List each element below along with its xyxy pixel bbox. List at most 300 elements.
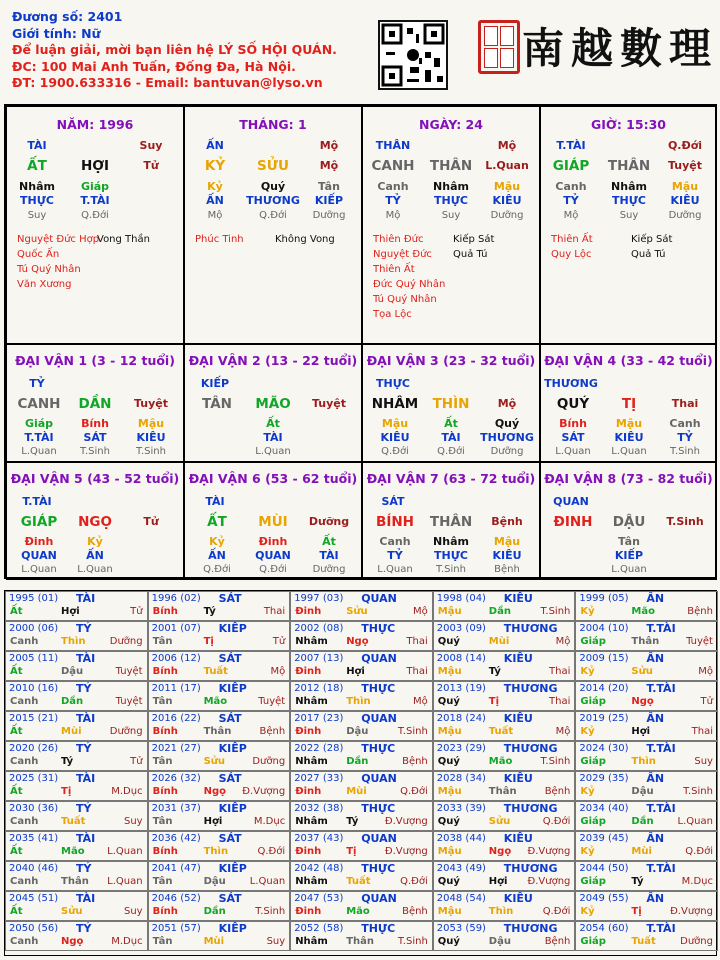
star: Tú Quý Nhân	[17, 264, 81, 275]
hidden-god: THỰC	[434, 549, 468, 562]
year-cycle: M.Dục	[253, 816, 286, 827]
hidden-cycle: T.Sinh	[136, 446, 166, 457]
year-cycle: M.Dục	[111, 786, 143, 797]
year-cycle: Dưỡng	[252, 756, 286, 767]
star: Vong Thần	[97, 234, 150, 245]
hidden-cycle: Dưỡng	[490, 446, 524, 457]
hidden-stem: Ất	[322, 535, 336, 548]
year-cell	[575, 621, 718, 651]
year-cell	[433, 831, 576, 861]
year-cell	[575, 741, 718, 771]
hidden-god: KIÊU	[670, 194, 700, 207]
year-cycle: T.Sinh	[397, 726, 428, 737]
year-cell	[5, 681, 148, 711]
year-label: 2017 (23)	[294, 713, 344, 724]
year-cell	[148, 711, 291, 741]
year-label: 2015 (21)	[9, 713, 59, 724]
year-label: 2048 (54)	[436, 893, 486, 904]
hidden-stem: Mậu	[615, 417, 643, 430]
year-cycle: Tử	[130, 606, 143, 617]
year-god: KIÊU	[503, 652, 533, 665]
dai-van-cycle: Bệnh	[491, 515, 523, 528]
year-cell	[433, 771, 576, 801]
year-cycle: Bệnh	[544, 786, 571, 797]
year-god: KIẾP	[218, 742, 247, 755]
dai-van-god: KIẾP	[200, 377, 230, 390]
year-branch: Sửu	[346, 606, 368, 617]
year-god: KIÊU	[503, 592, 533, 605]
dai-van-title: ĐẠI VẬN 5 (43 - 52 tuổi)	[10, 471, 180, 486]
year-branch: Tuất	[203, 666, 228, 677]
pillar-0	[6, 106, 184, 344]
hidden-stem: Nhâm	[19, 180, 55, 193]
year-stem: Ất	[10, 846, 23, 857]
year-god: TÀI	[76, 712, 96, 725]
year-label: 2020 (26)	[9, 743, 59, 754]
hidden-god: ẤN	[86, 549, 104, 562]
year-stem: Đinh	[295, 726, 322, 737]
year-cycle: Mộ	[270, 666, 286, 677]
year-label: 2037 (43)	[294, 833, 344, 844]
year-stem: Tân	[152, 696, 173, 707]
year-god: TÀI	[76, 832, 96, 845]
year-god: THƯƠNG	[503, 862, 558, 875]
dai-van-cycle: Tử	[143, 515, 159, 528]
dai-van-god: THỰC	[376, 377, 410, 390]
pillar-title: NĂM: 1996	[56, 117, 134, 132]
dai-van-branch: MÃO	[255, 396, 291, 412]
star: Văn Xương	[17, 279, 72, 290]
year-god: SÁT	[218, 832, 242, 845]
year-cell	[433, 861, 576, 891]
hidden-stem: Đinh	[24, 535, 54, 548]
pillar-title: THÁNG: 1	[239, 117, 307, 132]
dai-van-cycle: Tuyệt	[133, 397, 168, 410]
dai-van-4	[540, 344, 717, 462]
contact-line-1: Để luận giải, mời bạn liên hệ LÝ SỐ HỘI QUÁN.	[12, 42, 337, 57]
hidden-cycle: Q.Đới	[203, 564, 231, 575]
year-label: 2046 (52)	[151, 893, 201, 904]
year-god: T.TÀI	[646, 742, 676, 755]
year-stem: Nhâm	[295, 936, 328, 947]
year-cell	[433, 741, 576, 771]
hidden-cycle: Mộ	[385, 210, 401, 221]
year-stem: Đinh	[295, 786, 322, 797]
year-stem: Mậu	[437, 906, 462, 917]
year-stem: Quý	[437, 756, 460, 767]
year-branch: Thìn	[61, 636, 86, 647]
chart-grid	[4, 104, 717, 579]
year-god: ẤN	[646, 712, 665, 725]
year-cycle: Đ.Vượng	[527, 876, 571, 887]
year-cycle: Mộ	[555, 636, 571, 647]
year-cell	[433, 591, 576, 621]
year-cycle: L.Quan	[249, 876, 286, 887]
year-cycle: Mộ	[698, 666, 713, 677]
hidden-cycle: L.Quan	[21, 564, 57, 575]
year-god: ẤN	[646, 652, 665, 665]
year-god: SÁT	[218, 712, 242, 725]
hidden-cycle: Dưỡng	[312, 564, 346, 575]
star: Quả Tú	[631, 249, 666, 260]
hidden-stem: Mậu	[493, 535, 521, 548]
year-label: 1997 (03)	[294, 593, 344, 604]
year-label: 2012 (18)	[294, 683, 344, 694]
year-cycle: Thai	[549, 696, 571, 707]
year-branch: Hợi	[488, 876, 508, 887]
year-god: TỶ	[76, 862, 92, 875]
year-cell	[148, 861, 291, 891]
year-stem: Ất	[10, 906, 23, 917]
dai-van-god: TÀI	[205, 495, 225, 508]
hidden-stem: Quý	[260, 180, 286, 193]
year-label: 1996 (02)	[151, 593, 201, 604]
year-label: 1998 (04)	[436, 593, 486, 604]
year-cell	[5, 651, 148, 681]
year-cycle: Suy	[123, 816, 143, 827]
year-cycle: T.Sinh	[540, 756, 571, 767]
year-cycle: Q.Đới	[400, 876, 428, 887]
year-cycle: Đ.Vượng	[242, 786, 286, 797]
pillar-branch: SỬU	[257, 158, 289, 174]
year-cell	[575, 891, 718, 921]
year-stem: Quý	[437, 936, 460, 947]
year-stem: Kỷ	[580, 606, 595, 617]
year-god: KIÊU	[503, 772, 533, 785]
year-stem: Mậu	[437, 606, 462, 617]
year-label: 1999 (05)	[579, 593, 629, 604]
year-label: 2041 (47)	[151, 863, 201, 874]
hidden-cycle: T.Sinh	[436, 564, 466, 575]
year-stem: Quý	[437, 816, 460, 827]
year-stem: Mậu	[437, 786, 462, 797]
hidden-god: THỰC	[612, 194, 646, 207]
year-branch: Thìn	[488, 906, 514, 917]
star: Kiếp Sát	[453, 234, 495, 245]
star: Thiên Ất	[551, 234, 593, 245]
dai-van-cycle: Mộ	[497, 397, 517, 410]
year-cell	[290, 921, 433, 951]
year-label: 2052 (58)	[294, 923, 344, 934]
hidden-cycle: L.Quan	[555, 446, 591, 457]
year-label: 2022 (28)	[294, 743, 344, 754]
year-stem: Tân	[152, 816, 173, 827]
dai-van-cycle: Dưỡng	[308, 515, 350, 528]
year-cycle: L.Quan	[107, 846, 143, 857]
year-stem: Nhâm	[295, 876, 328, 887]
pillar-cycle: Tuyệt	[667, 159, 702, 172]
year-branch: Mão	[346, 906, 370, 917]
dai-van-7	[362, 462, 540, 580]
year-cycle: T.Sinh	[255, 906, 286, 917]
pillar-1	[184, 106, 362, 344]
year-branch: Sửu	[61, 906, 83, 917]
year-cell	[148, 801, 291, 831]
year-god: THỰC	[361, 622, 396, 635]
hidden-stem: Canh	[669, 417, 701, 430]
year-stem: Đinh	[295, 606, 322, 617]
pillar-cycle: Tử	[143, 159, 159, 172]
year-god: THỰC	[361, 922, 396, 935]
year-god: T.TÀI	[646, 682, 676, 695]
dai-van-2	[184, 344, 362, 462]
year-label: 2024 (30)	[579, 743, 629, 754]
year-stem: Quý	[437, 876, 460, 887]
pillar-god-cycle: Suy	[139, 139, 163, 152]
hidden-cycle: Bệnh	[494, 564, 520, 575]
star: Phúc Tinh	[195, 234, 244, 245]
dai-van-cycle: Thai	[671, 397, 699, 410]
year-cell	[5, 771, 148, 801]
year-cycle: M.Dục	[681, 876, 713, 887]
year-stem: Quý	[437, 696, 460, 707]
year-cycle: Q.Đới	[542, 816, 571, 827]
year-label: 2040 (46)	[9, 863, 59, 874]
year-branch: Tị	[488, 696, 500, 707]
hidden-stem: Tân	[318, 180, 340, 193]
year-branch: Thìn	[631, 756, 656, 767]
stars-bad	[97, 232, 150, 247]
year-god: SÁT	[218, 892, 242, 905]
year-stem: Bính	[152, 906, 178, 917]
year-cell	[5, 621, 148, 651]
year-god: TỶ	[76, 802, 92, 815]
year-cycle: Bệnh	[259, 726, 286, 737]
year-branch: Thân	[203, 726, 232, 737]
hidden-cycle: L.Quan	[21, 446, 57, 457]
star: Nguyệt Đức Hợp	[17, 234, 100, 245]
year-branch: Sửu	[488, 816, 511, 827]
hidden-stem: Mậu	[671, 180, 699, 193]
year-label: 2005 (11)	[9, 653, 59, 664]
year-god: T.TÀI	[646, 862, 676, 875]
year-cycle: Dưỡng	[109, 726, 143, 737]
year-branch: Dần	[61, 696, 84, 707]
year-cell	[5, 861, 148, 891]
hidden-god: ẤN	[206, 194, 224, 207]
year-cell	[290, 801, 433, 831]
hidden-stem: Ất	[444, 417, 458, 430]
dai-van-stem: GIÁP	[20, 514, 58, 530]
year-stem: Giáp	[580, 876, 606, 887]
pillar-stem: KỶ	[204, 158, 226, 174]
hidden-cycle: Dưỡng	[490, 210, 524, 221]
pillar-stem: ẤT	[27, 158, 47, 174]
year-cycle: Bệnh	[544, 936, 571, 947]
year-branch: Mùi	[488, 636, 510, 647]
year-god: THƯƠNG	[503, 682, 558, 695]
hidden-cycle: Q.Đới	[259, 564, 287, 575]
year-branch: Ngọ	[488, 846, 512, 857]
hidden-cycle: L.Quan	[77, 564, 113, 575]
hidden-cycle: T.Sinh	[80, 446, 110, 457]
contact-line-3: ĐT: 1900.633316 - Email: bantuvan@lyso.vn	[12, 75, 323, 90]
year-cell	[290, 591, 433, 621]
year-god: KIẾP	[218, 862, 247, 875]
year-cycle: Đ.Vượng	[384, 816, 428, 827]
year-god: KIÊU	[503, 712, 533, 725]
year-cell	[290, 711, 433, 741]
year-god: THỰC	[361, 742, 396, 755]
year-stem: Bính	[152, 846, 178, 857]
hidden-god: T.TÀI	[80, 194, 110, 207]
hidden-god: TÀI	[263, 431, 283, 444]
year-cell	[5, 921, 148, 951]
hidden-stem: Quý	[494, 417, 520, 430]
dai-van-branch: MÙI	[258, 514, 288, 530]
year-stem: Canh	[10, 756, 39, 767]
hidden-cycle: L.Quan	[255, 446, 291, 457]
pillar-god: ẤN	[206, 139, 224, 152]
year-cell	[5, 741, 148, 771]
dai-van-god: SÁT	[381, 495, 405, 508]
year-stem: Mậu	[437, 666, 462, 677]
year-branch: Hợi	[346, 666, 365, 677]
hidden-cycle: L.Quan	[611, 564, 647, 575]
hidden-cycle: Suy	[441, 210, 461, 221]
year-cycle: Bệnh	[687, 606, 713, 617]
dai-van-cycle: T.Sinh	[666, 515, 704, 528]
year-god: ẤN	[646, 832, 665, 845]
year-cycle: Suy	[694, 756, 713, 767]
year-cycle: Suy	[266, 936, 286, 947]
year-stem: Bính	[152, 606, 178, 617]
year-branch: Dần	[346, 756, 369, 767]
hidden-cycle: Q.Đới	[259, 210, 287, 221]
year-branch: Dậu	[61, 666, 84, 677]
year-cell	[575, 921, 718, 951]
star: Không Vong	[275, 234, 335, 245]
year-cycle: Thai	[691, 726, 713, 737]
hidden-god: QUAN	[255, 549, 291, 562]
year-label: 2002 (08)	[294, 623, 344, 634]
year-branch: Ngọ	[61, 936, 84, 947]
hidden-god: THỰC	[20, 194, 54, 207]
year-label: 2031 (37)	[151, 803, 201, 814]
year-god: T.TÀI	[646, 802, 676, 815]
year-label: 2009 (15)	[579, 653, 629, 664]
year-cell	[433, 621, 576, 651]
hidden-cycle: Mộ	[207, 210, 223, 221]
star: Kiếp Sát	[631, 234, 673, 245]
hidden-god: TỶ	[563, 194, 579, 207]
hidden-stem: Canh	[377, 180, 409, 193]
year-stem: Canh	[10, 876, 39, 887]
year-branch: Mão	[631, 606, 655, 617]
year-cell	[5, 591, 148, 621]
pillar-god-cycle: Q.Đới	[667, 139, 703, 152]
dai-van-stem: BÍNH	[376, 514, 414, 530]
hidden-cycle: Mộ	[563, 210, 579, 221]
dai-van-title: ĐẠI VẬN 2 (13 - 22 tuổi)	[188, 353, 358, 368]
year-stem: Tân	[152, 636, 173, 647]
year-cell	[148, 591, 291, 621]
year-god: TỶ	[76, 682, 92, 695]
dai-van-title: ĐẠI VẬN 1 (3 - 12 tuổi)	[15, 353, 175, 368]
hidden-god: THƯƠNG	[246, 194, 300, 207]
year-cell	[290, 861, 433, 891]
year-label: 2001 (07)	[151, 623, 201, 634]
year-god: TÀI	[76, 772, 96, 785]
dai-van-branch: TỊ	[621, 396, 637, 412]
year-label: 2033 (39)	[436, 803, 486, 814]
year-cycle: Mộ	[413, 696, 428, 707]
hidden-stem: Giáp	[24, 417, 54, 430]
dai-van-1	[6, 344, 184, 462]
hidden-stem: Kỷ	[207, 180, 223, 193]
year-label: 2027 (33)	[294, 773, 344, 784]
star: Thiên Đức	[373, 234, 424, 245]
year-branch: Mùi	[346, 786, 367, 797]
year-stem: Đinh	[295, 666, 322, 677]
year-stem: Canh	[10, 936, 39, 947]
year-cell	[148, 771, 291, 801]
dai-van-branch: DẦN	[78, 396, 112, 412]
pillar-god-cycle: Mộ	[319, 139, 339, 152]
year-branch: Mùi	[203, 936, 225, 947]
year-branch: Tý	[346, 816, 359, 827]
year-label: 2008 (14)	[436, 653, 486, 664]
year-stem: Tân	[152, 936, 173, 947]
hidden-god: KIẾP	[614, 549, 644, 562]
year-branch: Sửu	[631, 666, 653, 677]
year-label: 2047 (53)	[294, 893, 344, 904]
year-cell	[148, 681, 291, 711]
hidden-god: KIÊU	[380, 431, 410, 444]
year-branch: Dậu	[346, 726, 369, 737]
star: Thiên Ất	[373, 264, 415, 275]
year-cell	[290, 651, 433, 681]
pillar-2	[362, 106, 540, 344]
year-cycle: L.Quan	[107, 876, 143, 887]
year-cell	[575, 681, 718, 711]
star: Nguyệt Đức	[373, 249, 432, 260]
dai-van-8	[540, 462, 717, 580]
pillar-god-cycle: Mộ	[497, 139, 517, 152]
year-cycle: Q.Đới	[542, 906, 571, 917]
pillar-god: TÀI	[27, 139, 47, 152]
year-label: 2054 (60)	[579, 923, 629, 934]
year-cycle: Thai	[549, 666, 571, 677]
year-god: THƯƠNG	[503, 802, 558, 815]
hidden-stem: Kỷ	[209, 535, 225, 548]
year-label: 2021 (27)	[151, 743, 201, 754]
year-cycle: Đ.Vượng	[384, 846, 428, 857]
year-cycle: Dưỡng	[680, 936, 713, 947]
year-cell	[575, 591, 718, 621]
hidden-stem: Mậu	[137, 417, 165, 430]
year-label: 2004 (10)	[579, 623, 629, 634]
hidden-stem: Mậu	[493, 180, 521, 193]
year-stem: Giáp	[580, 636, 606, 647]
year-god: QUAN	[361, 832, 397, 845]
dai-van-stem: ĐINH	[553, 514, 593, 530]
logo: 南越數理	[522, 24, 719, 73]
qr-code-icon[interactable]	[378, 20, 448, 90]
year-stem: Kỷ	[580, 786, 595, 797]
year-cycle: Q.Đới	[685, 846, 713, 857]
dai-van-branch: DẬU	[612, 514, 646, 530]
year-branch: Dần	[488, 606, 511, 617]
year-cell	[290, 681, 433, 711]
year-branch: Mão	[488, 756, 513, 767]
year-stem: Nhâm	[295, 756, 328, 767]
hidden-god: QUAN	[21, 549, 57, 562]
year-branch: Dần	[631, 816, 654, 827]
year-cell	[5, 711, 148, 741]
hidden-stem: Nhâm	[433, 180, 469, 193]
hidden-god: TÀI	[319, 549, 339, 562]
